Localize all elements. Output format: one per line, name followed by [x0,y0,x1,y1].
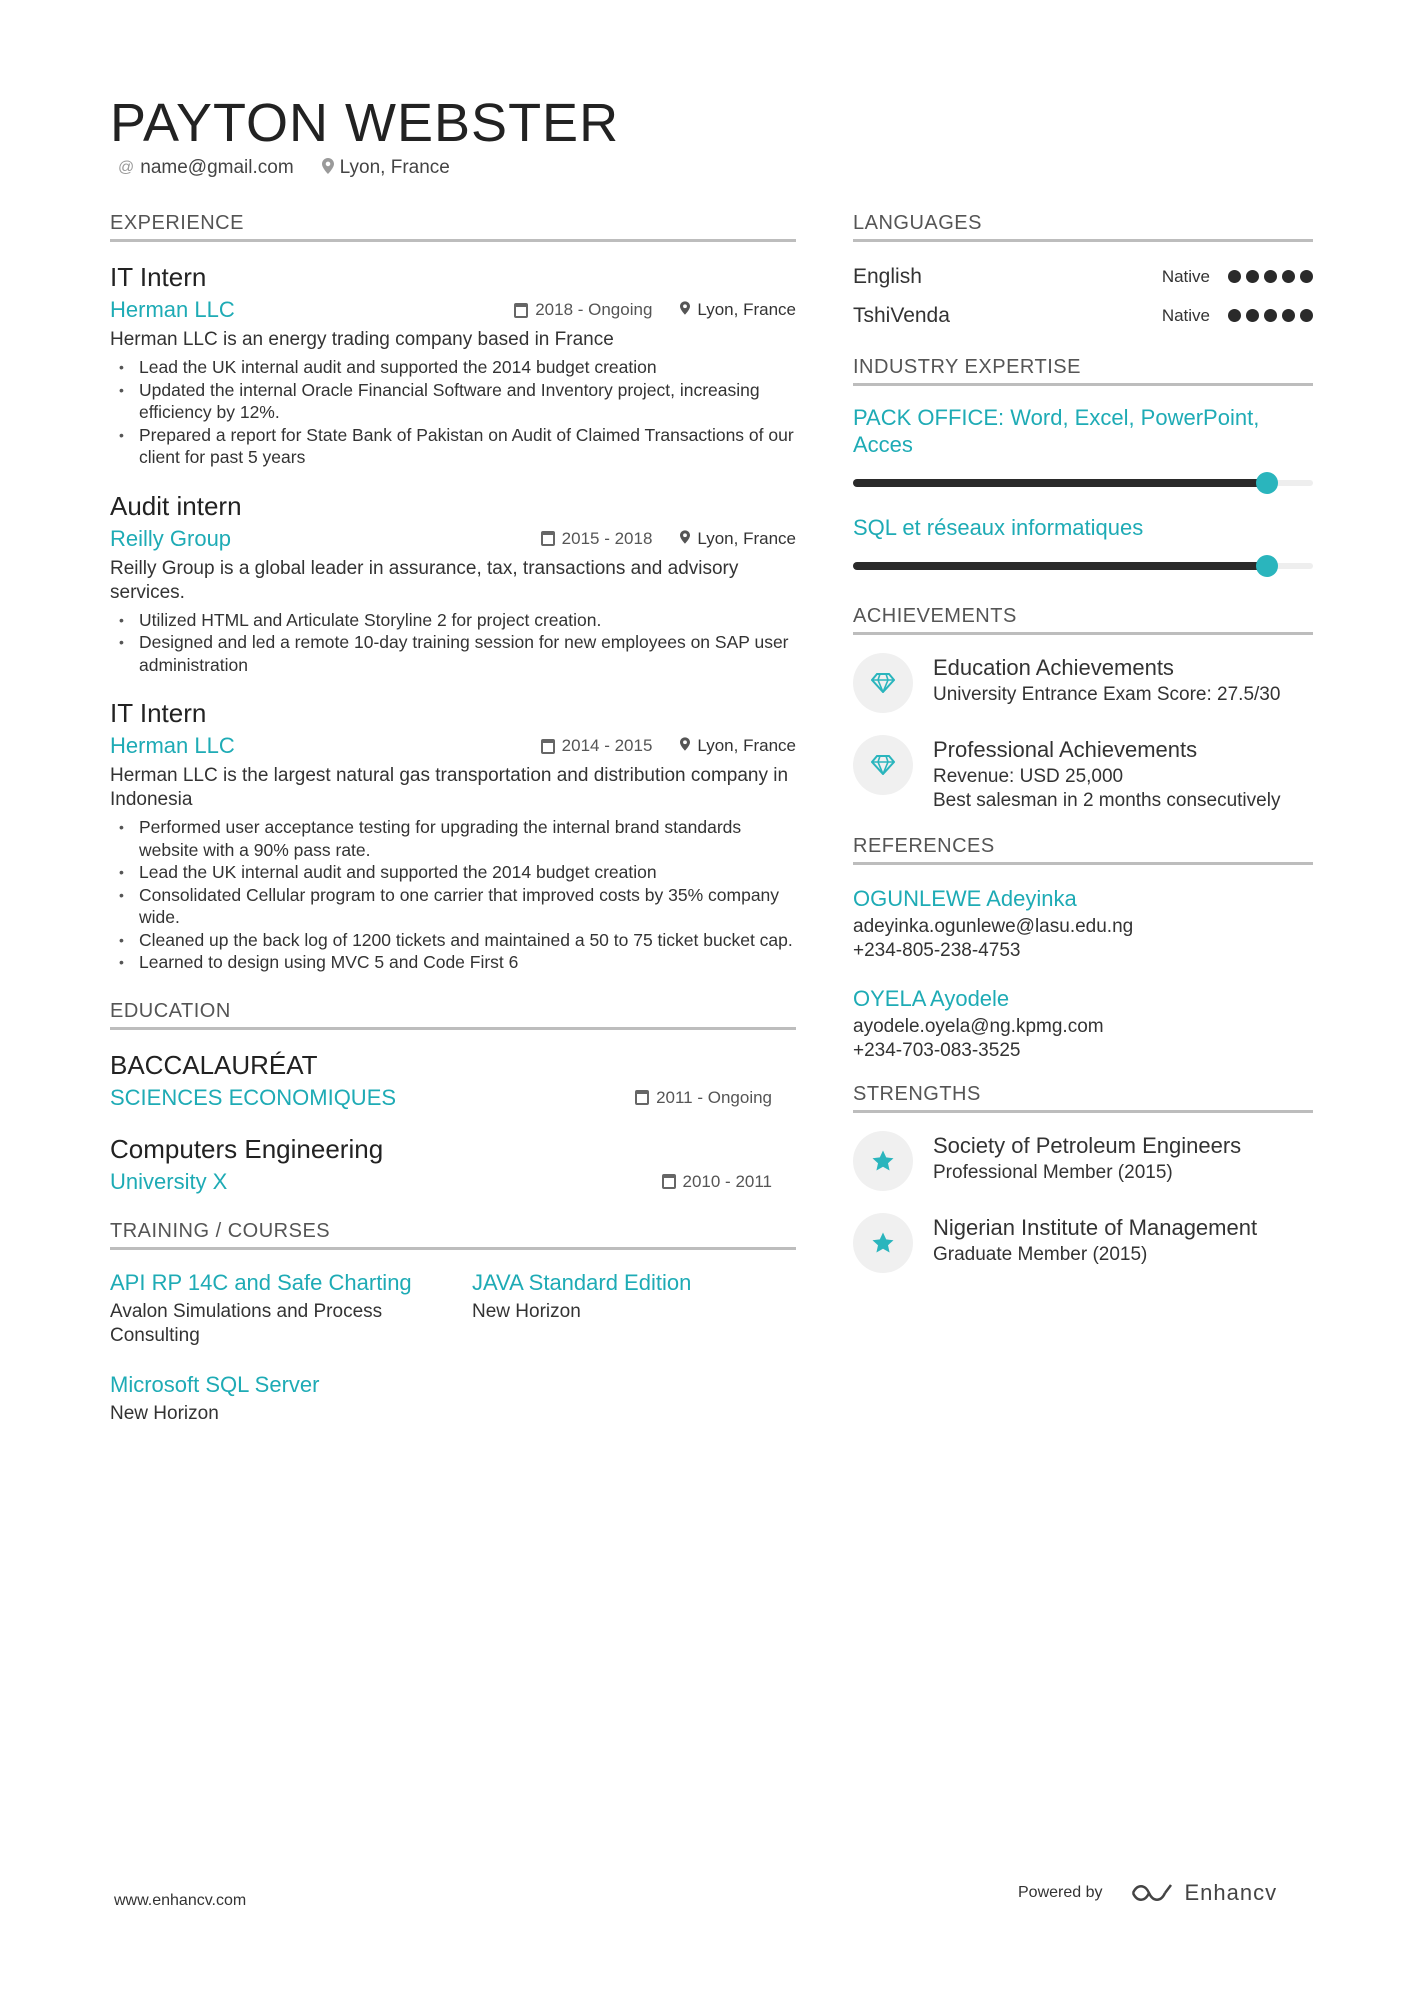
skill-slider[interactable] [853,561,1313,571]
job-dates [541,736,653,756]
job-description: Reilly Group is a global leader in assurance, tax, transactions and advisory services. [110,557,739,603]
contact-bar [118,157,450,179]
experience-entry [110,260,796,469]
achievement-entry-description: University Entrance Exam Score: 27.5/30 [933,684,1281,705]
section-title-training: TRAINING / COURSES [110,1220,796,1250]
email-item [118,157,294,179]
strength-entry-body [933,1213,1257,1273]
section-title-references: REFERENCES [853,835,1313,865]
company-name[interactable]: Herman LLC [110,297,235,322]
job-location-text: Lyon, France [697,736,796,755]
achievement-entry [853,653,1313,713]
job-meta [514,300,796,320]
right-column [853,212,1313,1295]
location-pin-icon [680,736,690,756]
job-dates [514,300,652,320]
proficiency-dot [1228,270,1241,283]
enhancv-logo-icon [1129,1881,1175,1905]
job-meta [541,736,796,756]
slider-fill [853,562,1267,570]
proficiency-dot [1282,270,1295,283]
section-title-achievements: ACHIEVEMENTS [853,605,1313,635]
language-list [853,254,1313,338]
school-name[interactable]: SCIENCES ECONOMIQUES [110,1084,397,1110]
expertise-item [853,514,1313,571]
training-list [110,1268,796,1426]
proficiency-dot [1264,309,1277,322]
strength-entry-title: Society of Petroleum Engineers [933,1133,1242,1158]
job-bullets [110,356,796,469]
proficiency-dot [1228,309,1241,322]
course-entry [472,1268,796,1348]
education-dates [635,1088,772,1108]
achievement-entry-description: Revenue: USD 25,000 Best salesman in 2 months consecutively [933,766,1281,811]
bullet-item: • Designed and led a remote 10-day training session for new employees on SAP user administration [110,631,796,676]
job-meta [541,529,796,549]
job-bullets [110,816,796,974]
footer-branding [1018,1880,1277,1906]
expertise-list [853,404,1313,571]
job-bullets [110,609,796,677]
job-meta-row [110,730,796,762]
course-title[interactable]: JAVA Standard Edition [472,1269,692,1295]
bullet-item: • Lead the UK internal audit and supported the 2014 budget creation [110,356,796,379]
star-icon [853,1213,913,1273]
strength-entry [853,1131,1313,1191]
candidate-name: PAYTON WEBSTER [110,93,620,153]
achievement-entry-title: Education Achievements [933,655,1174,680]
strength-entry [853,1213,1313,1273]
job-location-text: Lyon, France [697,300,796,319]
course-provider: Avalon Simulations and Process Consulting [110,1300,383,1346]
powered-by-label: Powered by [1018,1884,1103,1901]
strength-entry-body [933,1131,1241,1191]
skill-slider[interactable] [853,478,1313,488]
section-title-education: EDUCATION [110,1000,796,1030]
bullet-item: • Performed user acceptance testing for upgrading the internal brand standards website with a 90% pass rate. [110,816,796,861]
slider-knob[interactable] [1256,472,1278,494]
job-location-text: Lyon, France [697,528,796,548]
school-name[interactable]: University X [110,1168,228,1194]
at-icon: @ [118,159,135,176]
proficiency-dot [1246,309,1259,322]
bullet-item: • Lead the UK internal audit and supported the 2014 budget creation [110,861,796,884]
strength-entry-title: Nigerian Institute of Management [933,1215,1258,1240]
job-dates-text: 2018 - Ongoing [535,300,653,319]
company-name[interactable]: Reilly Group [110,525,232,551]
proficiency-dot [1264,270,1277,283]
job-dates-text: 2014 - 2015 [561,736,653,755]
calendar-icon [662,1174,676,1189]
achievement-entry-title: Professional Achievements [933,737,1198,762]
slider-knob[interactable] [1256,555,1278,577]
achievement-entry-body [933,653,1280,713]
proficiency-dot [1246,270,1259,283]
calendar-icon [541,739,555,754]
expertise-name: PACK OFFICE: Word, Excel, PowerPoint, Acces [853,405,1260,457]
education-meta-row [110,1166,796,1198]
location-item [322,157,450,179]
reference-list [853,883,1313,1063]
job-dates-text: 2015 - 2018 [561,528,653,548]
course-title[interactable]: API RP 14C and Safe Charting [110,1269,412,1295]
left-column [110,212,796,1426]
reference-name: OGUNLEWE Adeyinka [853,886,1077,911]
job-location [680,300,796,320]
proficiency-dot [1300,270,1313,283]
job-title: IT Intern [110,698,207,728]
experience-entry [110,696,796,974]
course-provider: New Horizon [472,1300,581,1322]
language-name: English [853,264,922,288]
reference-entry [853,883,1313,963]
reference-email[interactable]: ayodele.oyela@ng.kpmg.com [853,1016,1104,1037]
enhancv-logo[interactable] [1129,1880,1278,1906]
location-pin-icon [680,300,690,320]
job-title: IT Intern [110,262,207,292]
slider-fill [853,479,1267,487]
section-title-strengths: STRENGTHS [853,1083,1313,1113]
proficiency-dot [1282,309,1295,322]
reference-phone[interactable]: +234-805-238-4753 [853,940,1021,961]
course-title[interactable]: Microsoft SQL Server [110,1371,320,1397]
education-dates-text: 2010 - 2011 [682,1171,772,1191]
education-dates-text: 2011 - Ongoing [656,1087,772,1107]
education-meta-row [110,1082,796,1114]
job-description: Herman LLC is an energy trading company based in France [110,329,614,350]
calendar-icon [635,1090,649,1105]
enhancv-brand-name: Enhancv [1184,1880,1278,1905]
reference-phone[interactable]: +234-703-083-3525 [853,1040,1021,1061]
strength-entry-description: Graduate Member (2015) [933,1244,1148,1265]
achievement-list [853,653,1313,813]
email-text[interactable]: name@gmail.com [140,157,294,178]
language-name: TshiVenda [853,303,950,327]
language-level: Native [1161,305,1210,325]
job-description: Herman LLC is the largest natural gas transportation and distribution company in Indonesia [110,765,789,810]
language-proficiency [1162,306,1313,326]
language-row [853,293,1313,338]
proficiency-dots [1228,309,1313,322]
education-list [110,1048,796,1198]
education-dates [662,1172,772,1192]
expertise-name: SQL et réseaux informatiques [853,515,1144,540]
section-title-languages: LANGUAGES [853,212,1313,242]
proficiency-dot [1300,309,1313,322]
job-location [680,529,796,549]
location-pin-icon [322,158,334,179]
section-title-experience: EXPERIENCE [110,212,796,242]
bullet-item: • Updated the internal Oracle Financial Software and Inventory project, increasing efficiency by 12%. [110,379,796,424]
education-entry [110,1048,796,1114]
job-dates [541,529,653,549]
location-text: Lyon, France [339,157,450,178]
experience-entry [110,489,796,677]
calendar-icon [514,303,528,318]
proficiency-dots [1228,270,1313,283]
strength-entry-description: Professional Member (2015) [933,1162,1173,1183]
education-entry [110,1132,796,1198]
achievement-entry-body [933,735,1280,813]
course-provider: New Horizon [110,1402,219,1424]
reference-email[interactable]: adeyinka.ogunlewe@lasu.edu.ng [853,916,1134,937]
language-level: Native [1161,266,1210,286]
job-title: Audit intern [110,490,242,521]
experience-list [110,260,796,974]
bullet-item: • Utilized HTML and Articulate Storyline 2 for project creation. [110,609,796,632]
diamond-icon [853,735,913,795]
company-name[interactable]: Herman LLC [110,733,235,758]
course-entry [110,1268,472,1348]
bullet-item: • Cleaned up the back log of 1200 tickets and maintained a 50 to 75 ticket bucket cap. [110,929,796,952]
language-proficiency [1162,267,1313,287]
reference-entry [853,983,1313,1063]
education-dates-wrap [662,1172,772,1192]
job-meta-row [110,523,796,555]
achievement-entry [853,735,1313,813]
bullet-item: • Prepared a report for State Bank of Pakistan on Audit of Claimed Transactions of our client for past 5 years [110,424,796,469]
reference-name: OYELA Ayodele [853,986,1010,1011]
section-title-expertise: INDUSTRY EXPERTISE [853,356,1313,386]
degree-title: BACCALAURÉAT [110,1049,318,1080]
expertise-item [853,404,1313,488]
education-dates-wrap [635,1088,772,1108]
job-meta-row [110,294,796,326]
degree-title: Computers Engineering [110,1133,384,1164]
job-location [680,736,796,756]
course-entry [110,1370,472,1426]
location-pin-icon [680,529,690,549]
bullet-item: • Learned to design using MVC 5 and Code First 6 [110,951,796,974]
bullet-item: • Consolidated Cellular program to one carrier that improved costs by 35% company wide. [110,884,796,929]
calendar-icon [541,531,555,546]
strength-list [853,1131,1313,1273]
diamond-icon [853,653,913,713]
star-icon [853,1131,913,1191]
footer-website[interactable]: www.enhancv.com [114,1892,247,1909]
